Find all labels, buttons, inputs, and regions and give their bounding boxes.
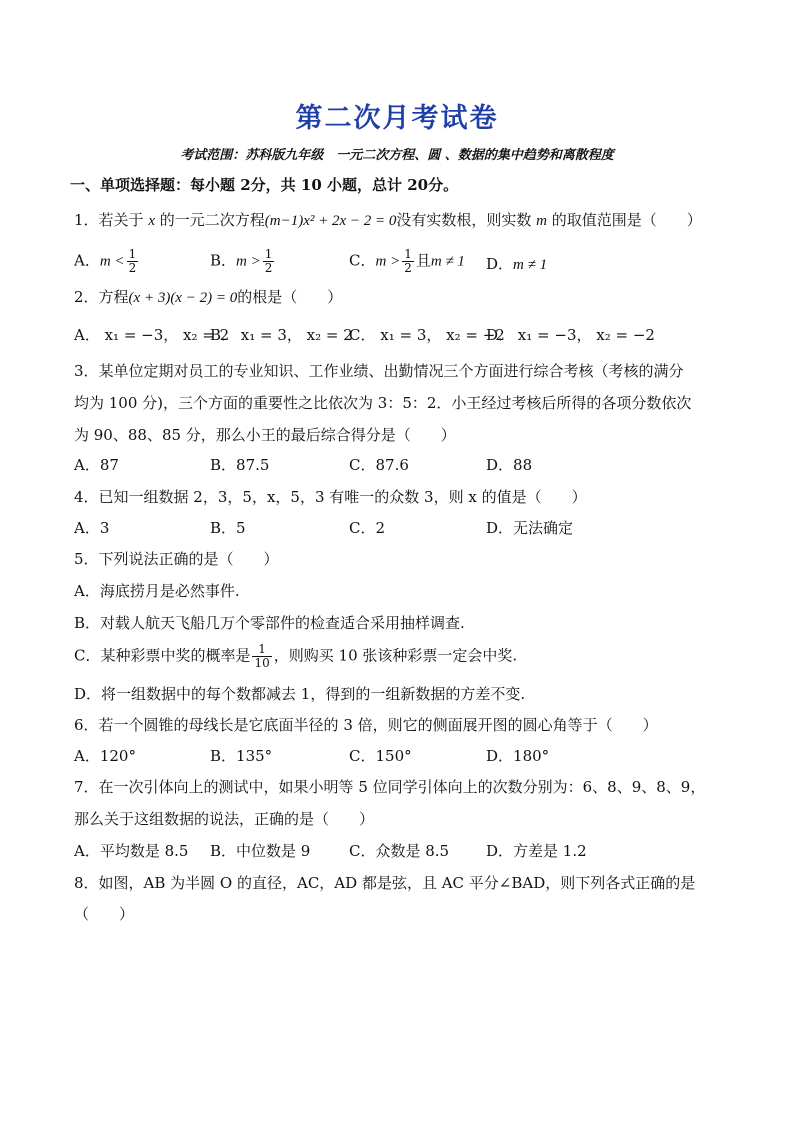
q5-option-a: A．海底捞月是必然事件. [74, 582, 240, 600]
question-6: 6．若一个圆锥的母线长是它底面半径的 3 倍，则它的侧面展开图的圆心角等于（ ） [74, 716, 658, 734]
q2-equation: (x + 3)(x − 2) = 0 [128, 290, 238, 306]
question-8-line-1: 8．如图，AB 为半圆 O 的直径，AC，AD 都是弦，且 AC 平分∠BAD，则下列各式正确的是 [74, 874, 696, 892]
q5-option-b: B．对载人航天飞船几万个零部件的检查适合采用抽样调查. [74, 614, 465, 632]
q4-option-c: C．2 [349, 519, 386, 537]
q1-option-b: B．m > $\frac{1}{2}$ [210, 247, 273, 275]
q3-option-c: C．87.6 [349, 456, 409, 474]
q7-option-c: C．众数是 8.5 [349, 842, 450, 860]
question-5: 5．下列说法正确的是（ ） [74, 550, 279, 568]
q2-option-a: A． x₁ = −3， x₂ = 2 [74, 326, 230, 344]
q1-var-x: x [148, 213, 155, 229]
q6-option-d: D．180° [486, 747, 550, 765]
question-4: 4．已知一组数据 2，3，5，x，5，3 有唯一的众数 3，则 x 的值是（ ） [74, 488, 587, 506]
question-7-line-2: 那么关于这组数据的说法，正确的是（ ） [74, 810, 375, 828]
q1-option-c: C．m > $\frac{1}{2}$ 且m ≠ 1 [349, 247, 465, 275]
question-3-line-2: 均为 100 分)，三个方面的重要性之比依次为 3：5：2．小王经过考核后所得的各项分数依次 [74, 394, 692, 412]
question-3-line-3: 为 90、88、85 分，那么小王的最后综合得分是（ ） [74, 426, 456, 444]
q1-option-a: A．m < $\frac{1}{2}$ [74, 247, 137, 275]
q5-option-c: C．某种彩票中奖的概率是 $\frac{1}{10}$ ，则购买 10 张该种彩票一定会中奖. [74, 642, 518, 670]
question-1 [74, 209, 702, 230]
exam-scope: 考试范围：苏科版九年级 一元二次方程、圆 、数据的集中趋势和离散程度 [180, 148, 614, 163]
fraction: $\frac{1}{2}$ [128, 247, 137, 275]
q1-var-m: m [536, 213, 548, 229]
question-2: 2．方程(x + 3)(x − 2) = 0的根是（ ） [74, 288, 343, 306]
q4-option-a: A．3 [74, 519, 110, 537]
q3-option-a: A．87 [74, 456, 119, 474]
question-7-line-1: 7．在一次引体向上的测试中，如果小明等 5 位同学引体向上的次数分别为：6、8、9、8、9， [74, 778, 706, 796]
q7-option-d: D．方差是 1.2 [486, 842, 587, 860]
q6-option-c: C．150° [349, 747, 412, 765]
q7-option-b: B．中位数是 9 [210, 842, 311, 860]
q2-option-d: D． x₁ = −3， x₂ = −2 [486, 326, 655, 344]
q1-text-d: 的取值范围是（ ） [547, 211, 702, 229]
section-heading: 一、单项选择题：每小题 2分，共 10 小题，总计 20分。 [70, 176, 459, 194]
q1-text-c: 没有实数根，则实数 [396, 211, 537, 229]
q6-option-b: B．135° [210, 747, 273, 765]
q6-option-a: A．120° [74, 747, 136, 765]
q1-option-d: D．m ≠ 1 [486, 255, 548, 273]
fraction: $\frac{1}{2}$ [264, 247, 273, 275]
q1-text-b: 的一元二次方程 [154, 211, 265, 229]
q3-option-d: D．88 [486, 456, 533, 474]
q3-option-b: B．87.5 [210, 456, 270, 474]
q4-option-b: B．5 [210, 519, 246, 537]
q4-option-d: D．无法确定 [486, 519, 574, 537]
question-3-line-1: 3．某单位定期对员工的专业知识、工作业绩、出勤情况三个方面进行综合考核（考核的满分 [74, 362, 684, 380]
q2-option-b: B． x₁ = 3， x₂ = 2 [210, 326, 353, 344]
q1-equation: (m−1)x² + 2x − 2 = 0 [264, 213, 397, 229]
question-8-line-2: （ ） [74, 905, 135, 923]
fraction: $\frac{1}{10}$ [254, 642, 270, 670]
fraction: $\frac{1}{2}$ [404, 247, 412, 275]
q5-option-d: D．将一组数据中的每个数都减去 1，得到的一组新数据的方差不变. [74, 685, 526, 703]
q2-option-c: C． x₁ = 3， x₂ = −2 [349, 326, 505, 344]
page-title: 第二次月考试卷 [295, 103, 499, 134]
q1-text-a: 1．若关于 [74, 211, 149, 229]
q7-option-a: A．平均数是 8.5 [74, 842, 189, 860]
